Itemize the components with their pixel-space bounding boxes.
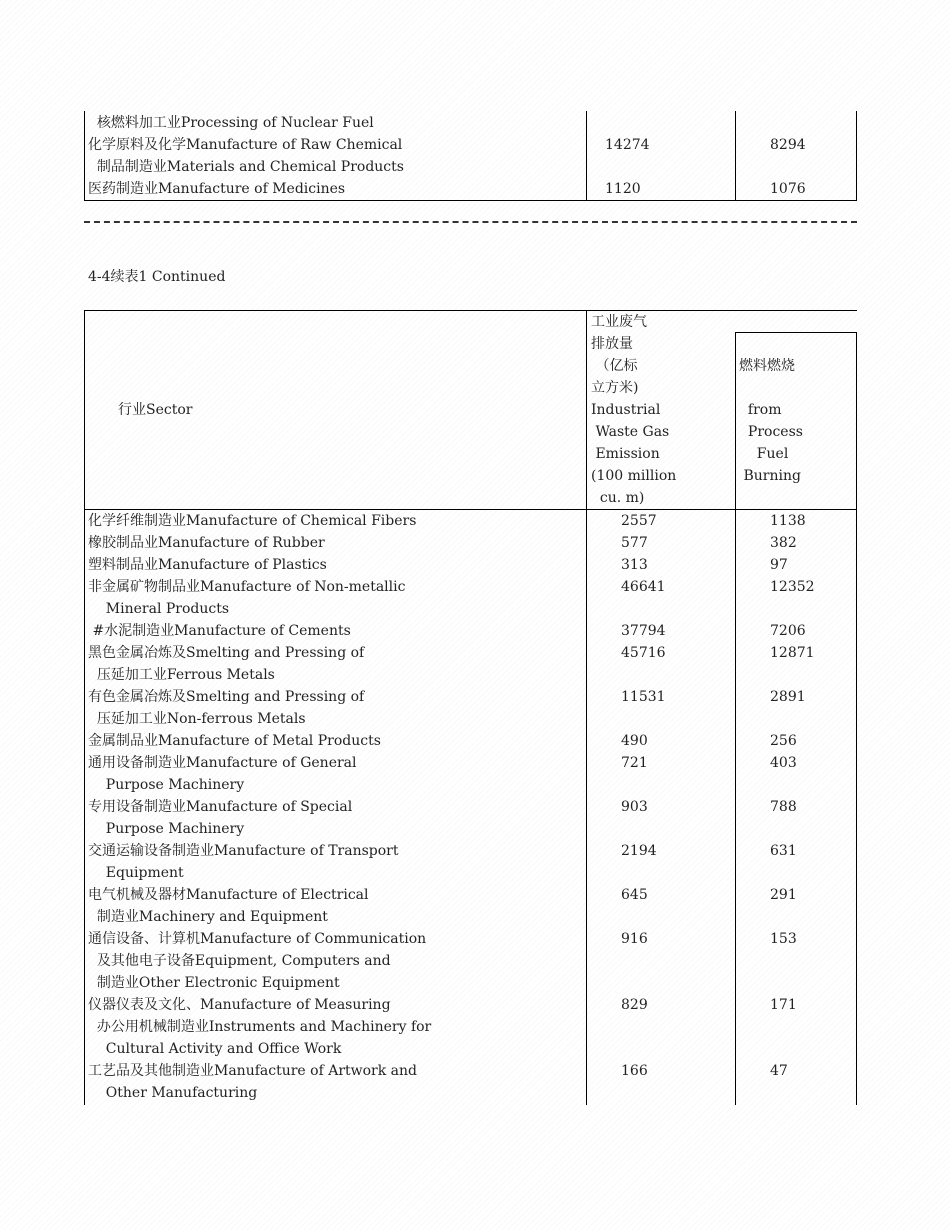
header-col-b-line: Process — [739, 424, 803, 440]
top-row-sector-line: 核燃料加工业Processing of Nuclear Fuel — [88, 115, 374, 131]
header-col-a-line: Industrial — [591, 402, 661, 418]
header-col-a-line: Waste Gas — [591, 424, 670, 440]
row-sector-line: 工艺品及其他制造业Manufacture of Artwork and — [88, 1063, 418, 1079]
row-value-a: 46641 — [621, 579, 666, 595]
row-value-a: 166 — [621, 1063, 648, 1079]
header-col-b-line: Burning — [739, 468, 801, 484]
row-value-a: 37794 — [621, 623, 666, 639]
row-sector-line: 交通运输设备制造业Manufacture of Transport — [88, 843, 399, 859]
top-row-value-b: 1076 — [770, 181, 806, 197]
table-caption: 4-4续表1 Continued — [88, 269, 226, 285]
header-subcell-top — [735, 332, 857, 333]
row-value-a: 490 — [621, 733, 648, 749]
row-sector-line: 塑料制品业Manufacture of Plastics — [88, 557, 327, 573]
table-border-col-a — [586, 310, 587, 1105]
row-value-b: 12352 — [770, 579, 815, 595]
row-sector-line: 仪器仪表及文化、Manufacture of Measuring — [88, 997, 391, 1013]
row-value-b: 382 — [770, 535, 797, 551]
row-value-b: 403 — [770, 755, 797, 771]
row-value-b: 12871 — [770, 645, 815, 661]
row-value-a: 645 — [621, 887, 648, 903]
top-row-value-a: 14274 — [605, 137, 650, 153]
row-value-b: 291 — [770, 887, 797, 903]
row-value-b: 1138 — [770, 513, 806, 529]
row-value-b: 7206 — [770, 623, 806, 639]
row-value-a: 829 — [621, 997, 648, 1013]
row-sector-line: Cultural Activity and Office Work — [88, 1041, 342, 1057]
top-border-col-b — [735, 111, 736, 200]
row-value-b: 788 — [770, 799, 797, 815]
top-border-col-a — [586, 111, 587, 200]
top-row-sector-line: 医药制造业Manufacture of Medicines — [88, 181, 346, 197]
top-row-value-a: 1120 — [605, 181, 641, 197]
top-row-value-b: 8294 — [770, 137, 806, 153]
page-break-divider — [84, 221, 857, 223]
row-value-a: 721 — [621, 755, 648, 771]
top-row-sector-line: 化学原料及化学Manufacture of Raw Chemical — [88, 137, 403, 153]
table-border-top — [84, 310, 857, 311]
row-sector-line: 金属制品业Manufacture of Metal Products — [88, 733, 381, 749]
header-sector: 行业Sector — [118, 402, 193, 418]
row-value-a: 11531 — [621, 689, 666, 705]
row-sector-line: 非金属矿物制品业Manufacture of Non-metallic — [88, 579, 406, 595]
row-sector-line: 橡胶制品业Manufacture of Rubber — [88, 535, 325, 551]
header-col-a-line: 工业废气 — [591, 314, 647, 330]
top-row-sector-line: 制品制造业Materials and Chemical Products — [88, 159, 404, 175]
header-col-a-line: 立方米) — [591, 380, 639, 396]
header-col-b-line: Fuel — [739, 446, 789, 462]
row-sector-line: 化学纤维制造业Manufacture of Chemical Fibers — [88, 513, 417, 529]
top-border-bottom — [84, 200, 857, 201]
row-sector-line: 有色金属冶炼及Smelting and Pressing of — [88, 689, 365, 705]
row-value-a: 45716 — [621, 645, 666, 661]
row-value-b: 171 — [770, 997, 797, 1013]
row-sector-line: Equipment — [88, 865, 184, 881]
top-border-right — [856, 111, 857, 200]
row-value-b: 97 — [770, 557, 788, 573]
row-value-a: 916 — [621, 931, 648, 947]
row-value-a: 2557 — [621, 513, 657, 529]
row-sector-line: 压延加工业Ferrous Metals — [88, 667, 275, 683]
row-sector-line: 压延加工业Non-ferrous Metals — [88, 711, 306, 727]
row-sector-line: 及其他电子设备Equipment, Computers and — [88, 953, 391, 969]
row-sector-line: 制造业Other Electronic Equipment — [88, 975, 340, 991]
header-col-a-line: Emission — [591, 446, 660, 462]
row-value-b: 631 — [770, 843, 797, 859]
row-sector-line: Purpose Machinery — [88, 821, 245, 837]
header-col-b-line: from — [739, 402, 782, 418]
row-sector-line: 通信设备、计算机Manufacture of Communication — [88, 931, 427, 947]
row-value-b: 153 — [770, 931, 797, 947]
header-col-a-line: （亿标 — [591, 358, 638, 374]
table-border-col-b — [735, 332, 736, 1105]
row-value-a: 903 — [621, 799, 648, 815]
row-sector-line: 电气机械及器材Manufacture of Electrical — [88, 887, 369, 903]
row-value-b: 47 — [770, 1063, 788, 1079]
row-value-b: 2891 — [770, 689, 806, 705]
row-sector-line: 专用设备制造业Manufacture of Special — [88, 799, 353, 815]
row-sector-line: 制造业Machinery and Equipment — [88, 909, 328, 925]
header-col-a-line: cu. m) — [591, 490, 645, 506]
table-border-left — [84, 310, 85, 1105]
header-col-a-line: 排放量 — [591, 336, 633, 352]
row-sector-line: Other Manufacturing — [88, 1085, 258, 1101]
header-col-b-line: 燃料燃烧 — [739, 358, 795, 374]
row-value-b: 256 — [770, 733, 797, 749]
row-value-a: 313 — [621, 557, 648, 573]
row-sector-line: #水泥制造业Manufacture of Cements — [88, 623, 351, 639]
row-sector-line: Mineral Products — [88, 601, 230, 617]
row-sector-line: 黑色金属冶炼及Smelting and Pressing of — [88, 645, 365, 661]
top-border-left — [84, 111, 85, 200]
table-border-right — [856, 332, 857, 1105]
row-sector-line: 通用设备制造业Manufacture of General — [88, 755, 357, 771]
row-value-a: 2194 — [621, 843, 657, 859]
row-value-a: 577 — [621, 535, 648, 551]
row-sector-line: 办公用机械制造业Instruments and Machinery for — [88, 1019, 432, 1035]
row-sector-line: Purpose Machinery — [88, 777, 245, 793]
header-col-a-line: (100 million — [591, 468, 677, 484]
